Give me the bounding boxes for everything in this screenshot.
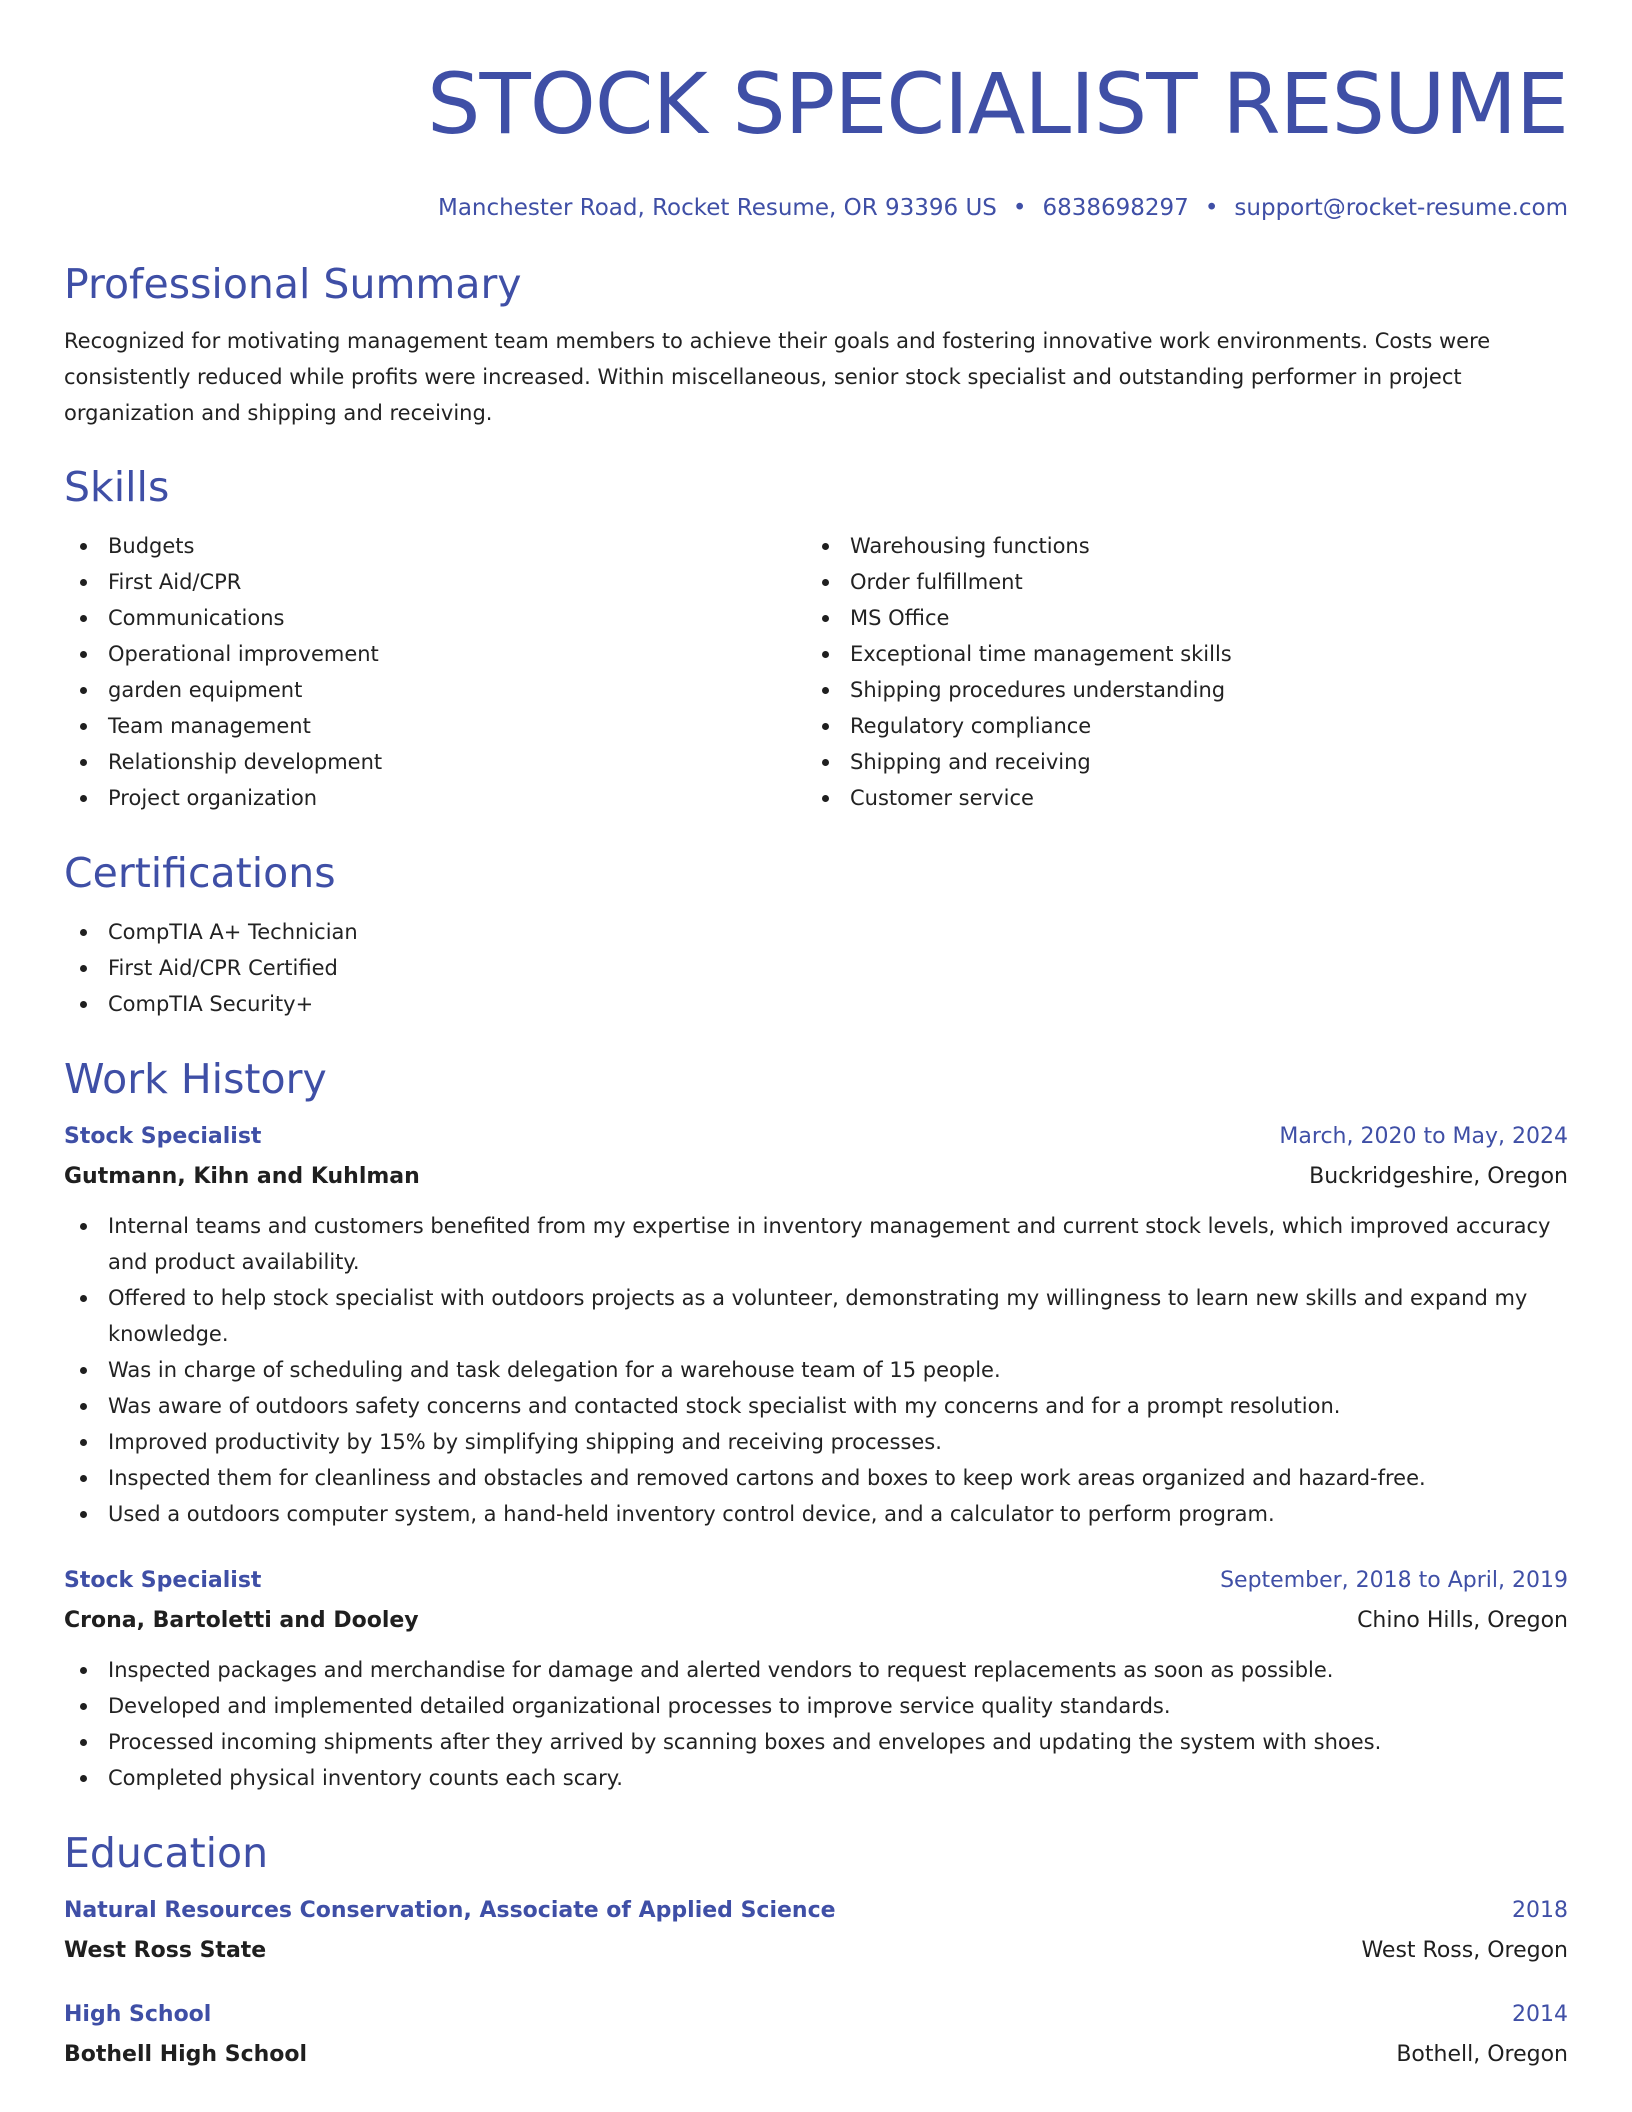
- job-duty-item: Was aware of outdoors safety concerns and contacted stock specialist with my concerns and for a prompt resolution.: [64, 1388, 1568, 1424]
- education-year: 2014: [1512, 2002, 1568, 2027]
- job-duty-item: Processed incoming shipments after they arrived by scanning boxes and envelopes and updating the system with shoes.: [64, 1724, 1568, 1760]
- job-location: Chino Hills, Oregon: [1357, 1608, 1568, 1633]
- skills-grid: [64, 528, 1568, 816]
- skill-item: Warehousing functions: [806, 528, 1548, 564]
- job-location: Buckridgeshire, Oregon: [1309, 1164, 1568, 1189]
- skill-item: Shipping procedures understanding: [806, 672, 1548, 708]
- education-degree: High School: [64, 2002, 212, 2027]
- job-title: Stock Specialist: [64, 1124, 262, 1149]
- professional-summary-section: [64, 259, 1568, 431]
- contact-phone[interactable]: 6838698297: [1042, 195, 1189, 221]
- job-duty-item: Offered to help stock specialist with outdoors projects as a volunteer, demonstrating my willingness to learn new skills and expand my knowledge.: [64, 1280, 1568, 1352]
- certification-item: CompTIA A+ Technician: [64, 914, 1568, 950]
- skills-column-left: [64, 528, 806, 816]
- section-heading: Skills: [64, 463, 170, 511]
- job-company-row: [64, 1160, 1568, 1194]
- education-school: Bothell High School: [64, 2042, 308, 2067]
- certification-item: CompTIA Security+: [64, 986, 1568, 1022]
- education-school: West Ross State: [64, 1938, 267, 1963]
- job-duties-list: [64, 1208, 1568, 1532]
- education-school-row: [64, 2038, 1568, 2072]
- education-entry: [64, 1894, 1568, 1968]
- education-entry: [64, 1998, 1568, 2072]
- contact-info: [64, 193, 1568, 223]
- job-duties-list: [64, 1652, 1568, 1796]
- section-heading: Education: [64, 1829, 269, 1877]
- skill-item: Relationship development: [64, 744, 806, 780]
- job-header-row: [64, 1120, 1568, 1154]
- job-title: Stock Specialist: [64, 1568, 262, 1593]
- job-company: Crona, Bartoletti and Dooley: [64, 1608, 419, 1633]
- skill-item: Budgets: [64, 528, 806, 564]
- job-company-row: [64, 1604, 1568, 1638]
- contact-address: Manchester Road, Rocket Resume, OR 93396 US: [437, 195, 997, 221]
- job-entry: [64, 1120, 1568, 1532]
- job-duty-item: Inspected packages and merchandise for damage and alerted vendors to request replacements as soon as possible.: [64, 1652, 1568, 1688]
- education-header-row: [64, 1894, 1568, 1928]
- education-location: Bothell, Oregon: [1396, 2042, 1568, 2067]
- contact-separator: •: [1012, 195, 1027, 221]
- job-company: Gutmann, Kihn and Kuhlman: [64, 1164, 420, 1189]
- job-duty-item: Completed physical inventory counts each scary.: [64, 1760, 1568, 1796]
- section-heading: Certifications: [64, 849, 336, 897]
- education-section: [64, 1828, 1568, 2072]
- job-entry: [64, 1564, 1568, 1796]
- skill-item: Communications: [64, 600, 806, 636]
- job-header-row: [64, 1564, 1568, 1598]
- work-history-section: [64, 1054, 1568, 1796]
- education-degree: Natural Resources Conservation, Associate of Applied Science: [64, 1898, 836, 1923]
- certification-item: First Aid/CPR Certified: [64, 950, 1568, 986]
- job-duty-item: Developed and implemented detailed organizational processes to improve service quality standards.: [64, 1688, 1568, 1724]
- job-duty-item: Was in charge of scheduling and task delegation for a warehouse team of 15 people.: [64, 1352, 1568, 1388]
- job-duty-item: Inspected them for cleanliness and obstacles and removed cartons and boxes to keep work areas organized and hazard-free.: [64, 1460, 1568, 1496]
- skills-column-right: [806, 528, 1548, 816]
- skill-item: First Aid/CPR: [64, 564, 806, 600]
- job-duty-item: Improved productivity by 15% by simplifying shipping and receiving processes.: [64, 1424, 1568, 1460]
- education-year: 2018: [1512, 1898, 1568, 1923]
- job-duty-item: Used a outdoors computer system, a hand-held inventory control device, and a calculator to perform program.: [64, 1496, 1568, 1532]
- job-dates: March, 2020 to May, 2024: [1279, 1124, 1568, 1149]
- skill-item: Customer service: [806, 780, 1548, 816]
- contact-email[interactable]: support@rocket-resume.com: [1234, 195, 1568, 221]
- section-heading: Work History: [64, 1055, 327, 1103]
- certifications-list: [64, 914, 1568, 1022]
- skill-item: Regulatory compliance: [806, 708, 1548, 744]
- summary-text: Recognized for motivating management team members to achieve their goals and fostering innovative work environments. Costs were consistently reduced while profits were increased. Within miscellaneous, senior stock specialist and outstanding performer in project organization and shipping and receiving.: [64, 329, 1491, 425]
- skill-item: Project organization: [64, 780, 806, 816]
- section-heading: Professional Summary: [64, 260, 522, 308]
- skill-item: garden equipment: [64, 672, 806, 708]
- skills-section: [64, 462, 1568, 816]
- education-location: West Ross, Oregon: [1361, 1938, 1568, 1963]
- job-dates: September, 2018 to April, 2019: [1220, 1568, 1568, 1593]
- skill-item: Shipping and receiving: [806, 744, 1548, 780]
- skill-item: Team management: [64, 708, 806, 744]
- skill-item: Order fulfillment: [806, 564, 1548, 600]
- skill-item: Exceptional time management skills: [806, 636, 1548, 672]
- education-school-row: [64, 1934, 1568, 1968]
- skill-item: MS Office: [806, 600, 1548, 636]
- resume-title: STOCK SPECIALIST RESUME: [427, 55, 1568, 153]
- contact-separator: •: [1204, 195, 1219, 221]
- job-duty-item: Internal teams and customers benefited from my expertise in inventory management and current stock levels, which improved accuracy and product availability.: [64, 1208, 1568, 1280]
- education-header-row: [64, 1998, 1568, 2032]
- certifications-section: [64, 848, 1568, 1022]
- skill-item: Operational improvement: [64, 636, 806, 672]
